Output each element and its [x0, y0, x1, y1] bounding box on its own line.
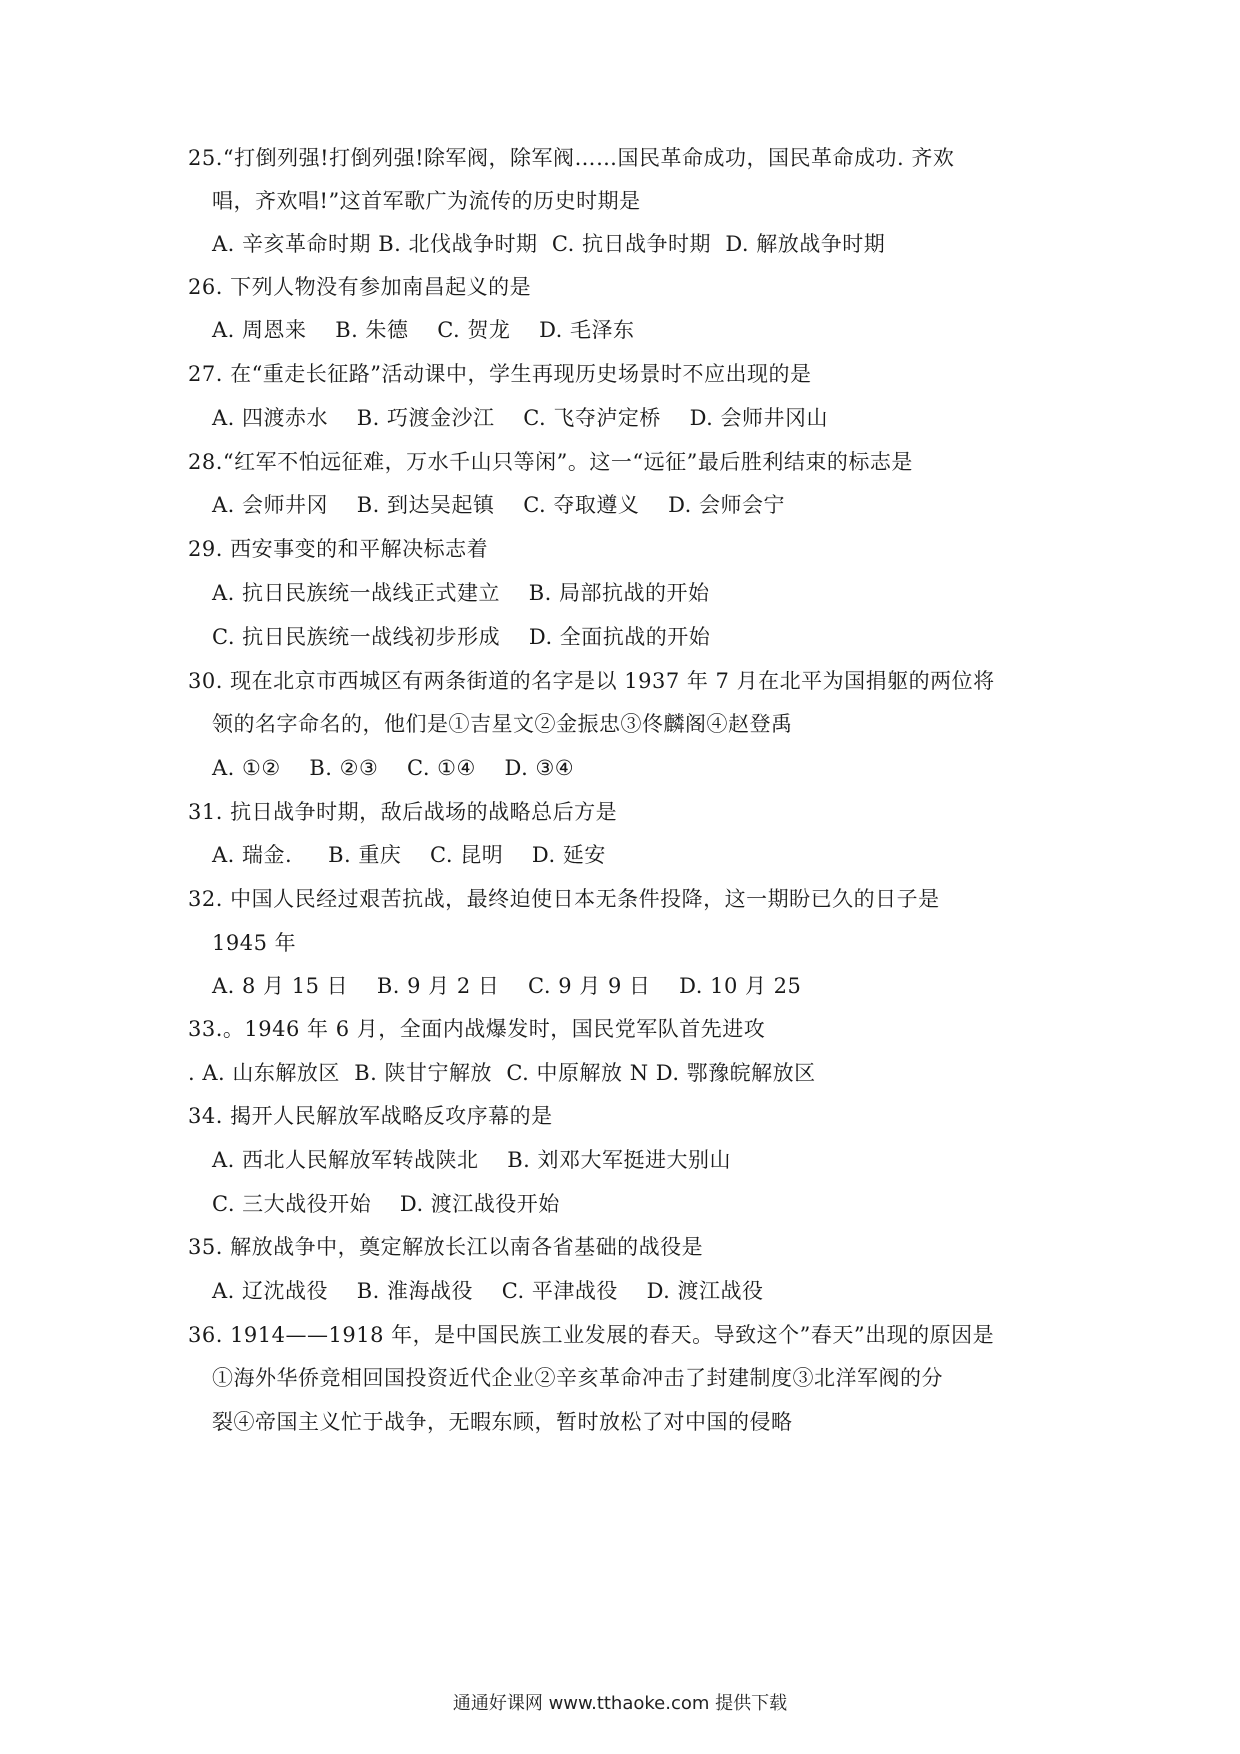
question-30-stem: 30. 现在北京市西城区有两条街道的名字是以 1937 年 7 月在北平为国捐躯的两位将 — [188, 669, 995, 693]
question-29-options-row-1: A. 抗日民族统一战线正式建立 B. 局部抗战的开始 — [212, 581, 710, 605]
question-26-options: A. 周恩来 B. 朱德 C. 贺龙 D. 毛泽东 — [212, 318, 635, 342]
question-25-stem: 25.“打倒列强!打倒列强!除军阀，除军阀……国民革命成功，国民革命成功. 齐欢 — [188, 146, 955, 170]
question-27-options: A. 四渡赤水 B. 巧渡金沙江 C. 飞夺泸定桥 D. 会师井冈山 — [212, 406, 829, 430]
question-35-options: A. 辽沈战役 B. 淮海战役 C. 平津战役 D. 渡江战役 — [212, 1279, 764, 1303]
question-28-options: A. 会师井冈 B. 到达吴起镇 C. 夺取遵义 D. 会师会宁 — [212, 493, 786, 517]
question-34-options-row-2: C. 三大战役开始 D. 渡江战役开始 — [212, 1192, 560, 1216]
question-25-options: A. 辛亥革命时期 B. 北伐战争时期 C. 抗日战争时期 D. 解放战争时期 — [212, 232, 886, 256]
question-34-stem: 34. 揭开人民解放军战略反攻序幕的是 — [188, 1104, 553, 1128]
question-36-stem-continued-2: 裂④帝国主义忙于战争，无暇东顾，暂时放松了对中国的侵略 — [212, 1410, 793, 1434]
question-34-options-row-1: A. 西北人民解放军转战陕北 B. 刘邓大军挺进大别山 — [212, 1148, 731, 1172]
question-26-stem: 26. 下列人物没有参加南昌起义的是 — [188, 275, 532, 299]
question-27-stem: 27. 在“重走长征路”活动课中，学生再现历史场景时不应出现的是 — [188, 362, 812, 386]
page-footer: 通通好课网 www.tthaoke.com 提供下载 — [452, 1693, 788, 1714]
question-31-options: A. 瑞金. B. 重庆 C. 昆明 D. 延安 — [212, 843, 606, 867]
question-33-stem: 33.。1946 年 6 月，全面内战爆发时，国民党军队首先进攻 — [188, 1017, 766, 1041]
question-32-stem: 32. 中国人民经过艰苦抗战，最终迫使日本无条件投降，这一期盼已久的日子是 — [188, 887, 940, 911]
question-32-options: A. 8 月 15 日 B. 9 月 2 日 C. 9 月 9 日 D. 10 月 25 — [212, 974, 802, 998]
question-36-stem-continued: ①海外华侨竞相回国投资近代企业②辛亥革命冲击了封建制度③北洋军阀的分 — [212, 1366, 943, 1390]
question-33-options: . A. 山东解放区 B. 陕甘宁解放 C. 中原解放 N D. 鄂豫皖解放区 — [188, 1061, 816, 1085]
question-35-stem: 35. 解放战争中，奠定解放长江以南各省基础的战役是 — [188, 1235, 704, 1259]
question-25-stem-continued: 唱，齐欢唱!”这首军歌广为流传的历史时期是 — [212, 189, 641, 213]
question-29-stem: 29. 西安事变的和平解决标志着 — [188, 537, 489, 561]
question-28-stem: 28.“红军不怕远征难，万水千山只等闲”。这一“远征”最后胜利结束的标志是 — [188, 450, 913, 474]
question-30-stem-continued: 领的名字命名的，他们是①吉星文②金振忠③佟麟阁④赵登禹 — [212, 712, 793, 736]
question-30-options: A. ①② B. ②③ C. ①④ D. ③④ — [212, 756, 575, 780]
question-36-stem: 36. 1914——1918 年，是中国民族工业发展的春天。导致这个”春天”出现的原因是 — [188, 1323, 995, 1347]
question-32-stem-continued: 1945 年 — [212, 931, 297, 955]
question-29-options-row-2: C. 抗日民族统一战线初步形成 D. 全面抗战的开始 — [212, 625, 711, 649]
question-31-stem: 31. 抗日战争时期，敌后战场的战略总后方是 — [188, 800, 618, 824]
